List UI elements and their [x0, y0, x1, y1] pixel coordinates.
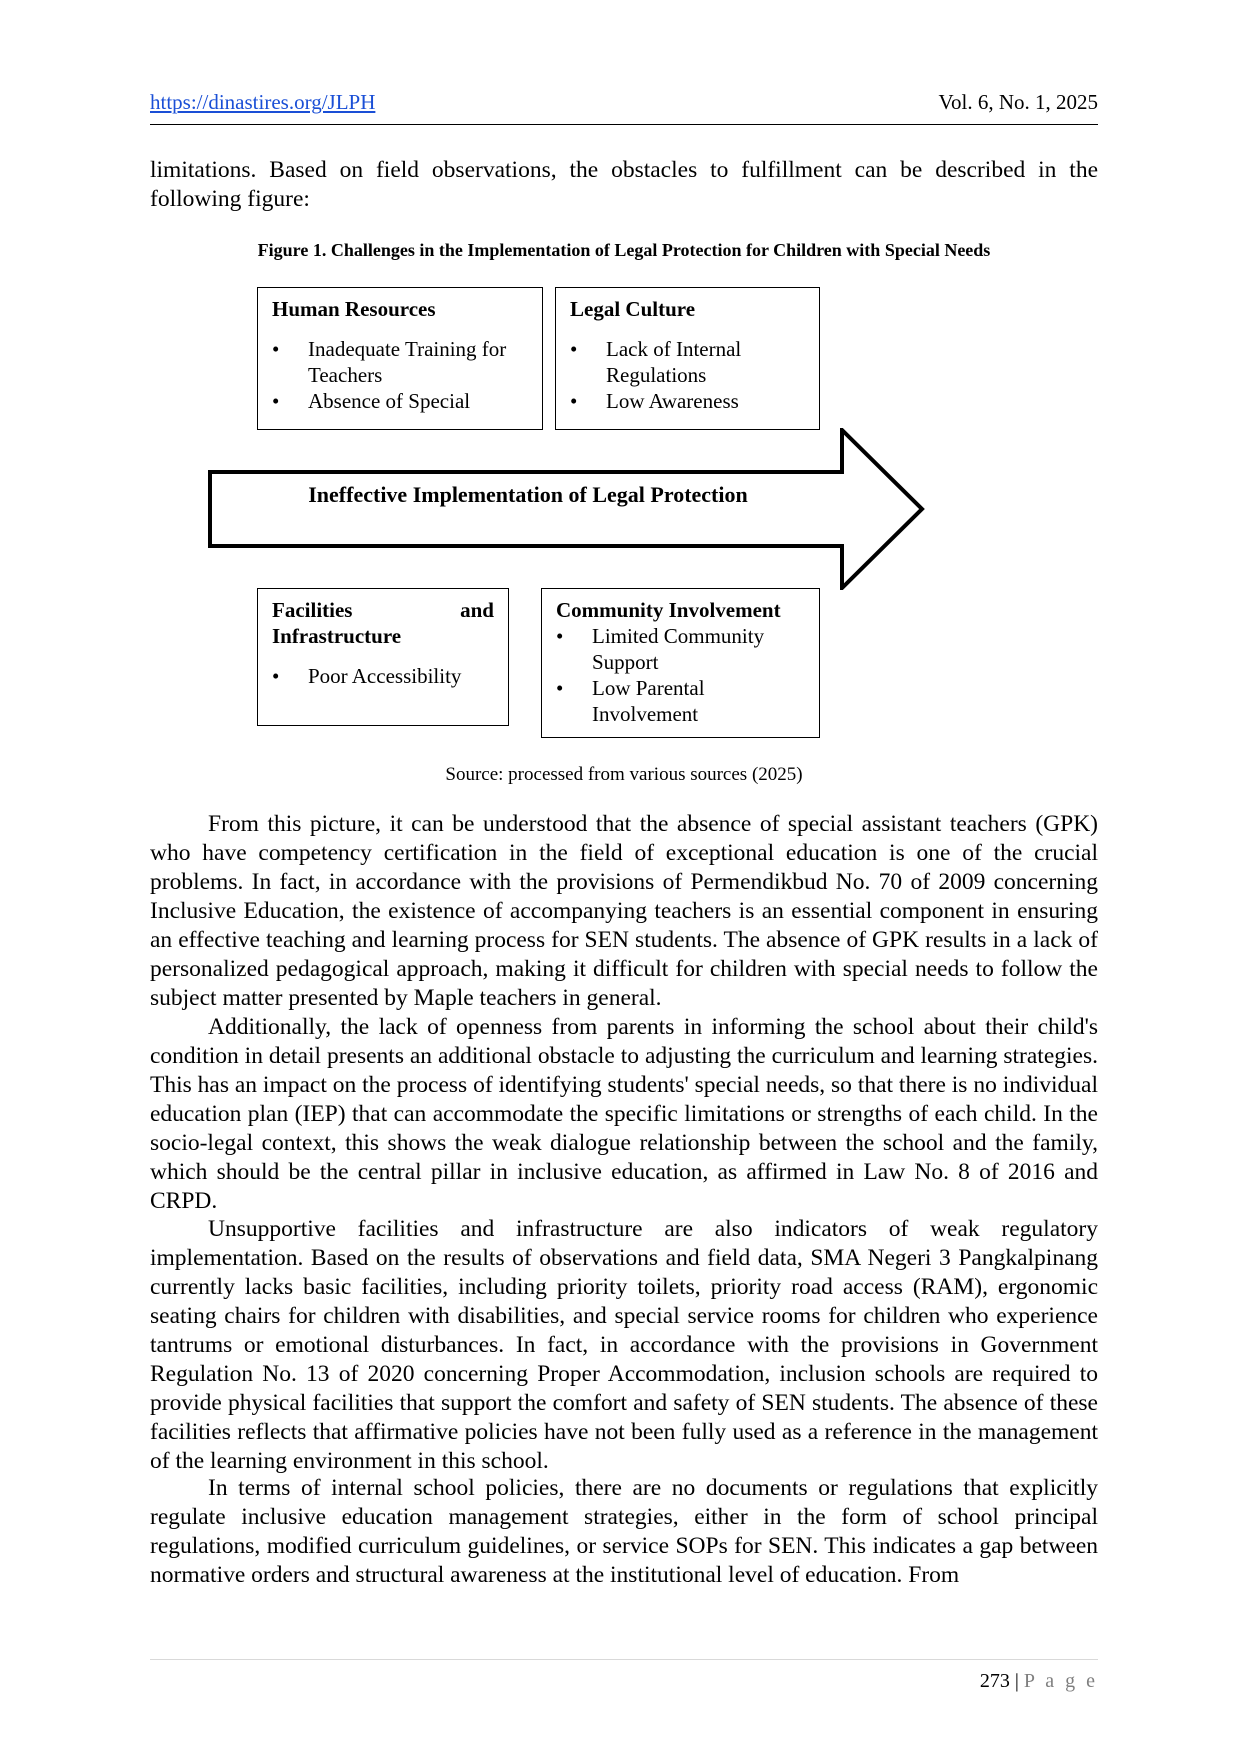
intro-paragraph: limitations. Based on field observations, the obstacles to fulfillment can be described in the following figure:: [150, 157, 1098, 212]
body-paragraph-2: Additionally, the lack of openness from parents in informing the school about their child's condition in detail presents an additional obstacle to adjusting the curriculum and learning strategies. This has an impact on the process of identifying students' special needs, so that there is no individual education plan (IEP) that can accommodate the specific limitations or strengths of each child. In the socio-legal context, this shows the weak dialogue relationship between the school and the family, which should be the central pillar in inclusive education, as affirmed in Law No. 8 of 2016 and CRPD.: [150, 1014, 1098, 1214]
list-item: • Low Parental Involvement: [556, 676, 705, 726]
list-item: • Limited Community Support: [556, 624, 765, 674]
bullet-icon: •: [272, 337, 280, 361]
journal-url-link[interactable]: https://dinastires.org/JLPH: [150, 90, 376, 114]
page-header: [150, 88, 1098, 125]
bullet-icon: •: [570, 389, 578, 413]
list-item: • Inadequate Training for Teachers: [272, 337, 507, 387]
box-community-involvement: [541, 588, 820, 738]
list-item: • Lack of Internal Regulations: [570, 337, 742, 387]
list-item: • Low Awareness: [570, 389, 739, 413]
page-footer: [980, 1670, 1098, 1693]
box-title: Facilities and Infrastructure: [272, 598, 494, 648]
page-number: 273: [979, 1670, 1010, 1692]
box-title: Community Involvement: [556, 598, 781, 622]
footer-divider: [150, 1659, 1098, 1660]
box-title: Human Resources: [272, 297, 436, 321]
body-paragraph-3: Unsupportive facilities and infrastructure are also indicators of weak regulatory implementation. Based on the results of observations and field data, SMA Negeri 3 Pangkalpinang currently lacks basic facilities, including priority toilets, priority road access (RAM), ergonomic seating chairs for children with disabilities, and special service rooms for children who experience tantrums or emotional disturbances. In fact, in accordance with the provisions in Government Regulation No. 13 of 2020 concerning Proper Accommodation, inclusion schools are required to provide physical facilities that support the comfort and safety of SEN students. The absence of these facilities reflects that affirmative policies have not been fully used as a reference in the management of the learning environment in this school.: [150, 1216, 1098, 1474]
body-paragraph-1: From this picture, it can be understood that the absence of special assistant teachers (GPK) who have competency certification in the field of exceptional education is one of the crucial problems. In fact, in accordance with the provisions of Permendikbud No. 70 of 2009 concerning Inclusive Education, the existence of accompanying teachers is an essential component in ensuring an effective teaching and learning process for SEN students. The absence of GPK results in a lack of personalized pedagogical approach, making it difficult for children with special needs to follow the subject matter presented by Maple teachers in general.: [150, 811, 1098, 1011]
body-paragraph-4: In terms of internal school policies, there are no documents or regulations that explicitly regulate inclusive education management strategies, either in the form of school principal regulations, modified curriculum guidelines, or service SOPs for SEN. This indicates a gap between normative orders and structural awareness at the institutional level of education. From: [150, 1475, 1098, 1588]
figure-source: Source: processed from various sources (2025): [445, 764, 803, 785]
process-arrow: [208, 428, 928, 590]
bullet-icon: •: [570, 337, 578, 361]
arrow-label: Ineffective Implementation of Legal Protection: [308, 482, 748, 507]
box-title: Legal Culture: [570, 297, 696, 321]
box-human-resources: [257, 287, 543, 430]
bullet-icon: •: [272, 389, 280, 413]
list-item: • Absence of Special: [272, 389, 471, 413]
footer-separator: |: [1014, 1670, 1019, 1692]
bullet-icon: •: [272, 664, 280, 688]
page-label: P a g e: [1023, 1670, 1098, 1692]
bullet-icon: •: [556, 624, 564, 648]
list-item: • Poor Accessibility: [272, 664, 462, 688]
box-facilities: [257, 588, 509, 726]
bullet-icon: •: [556, 676, 564, 700]
volume-info: Vol. 6, No. 1, 2025: [938, 90, 1098, 114]
box-legal-culture: [555, 287, 820, 430]
figure-caption: Figure 1. Challenges in the Implementation of Legal Protection for Children with Special Needs: [257, 240, 991, 260]
